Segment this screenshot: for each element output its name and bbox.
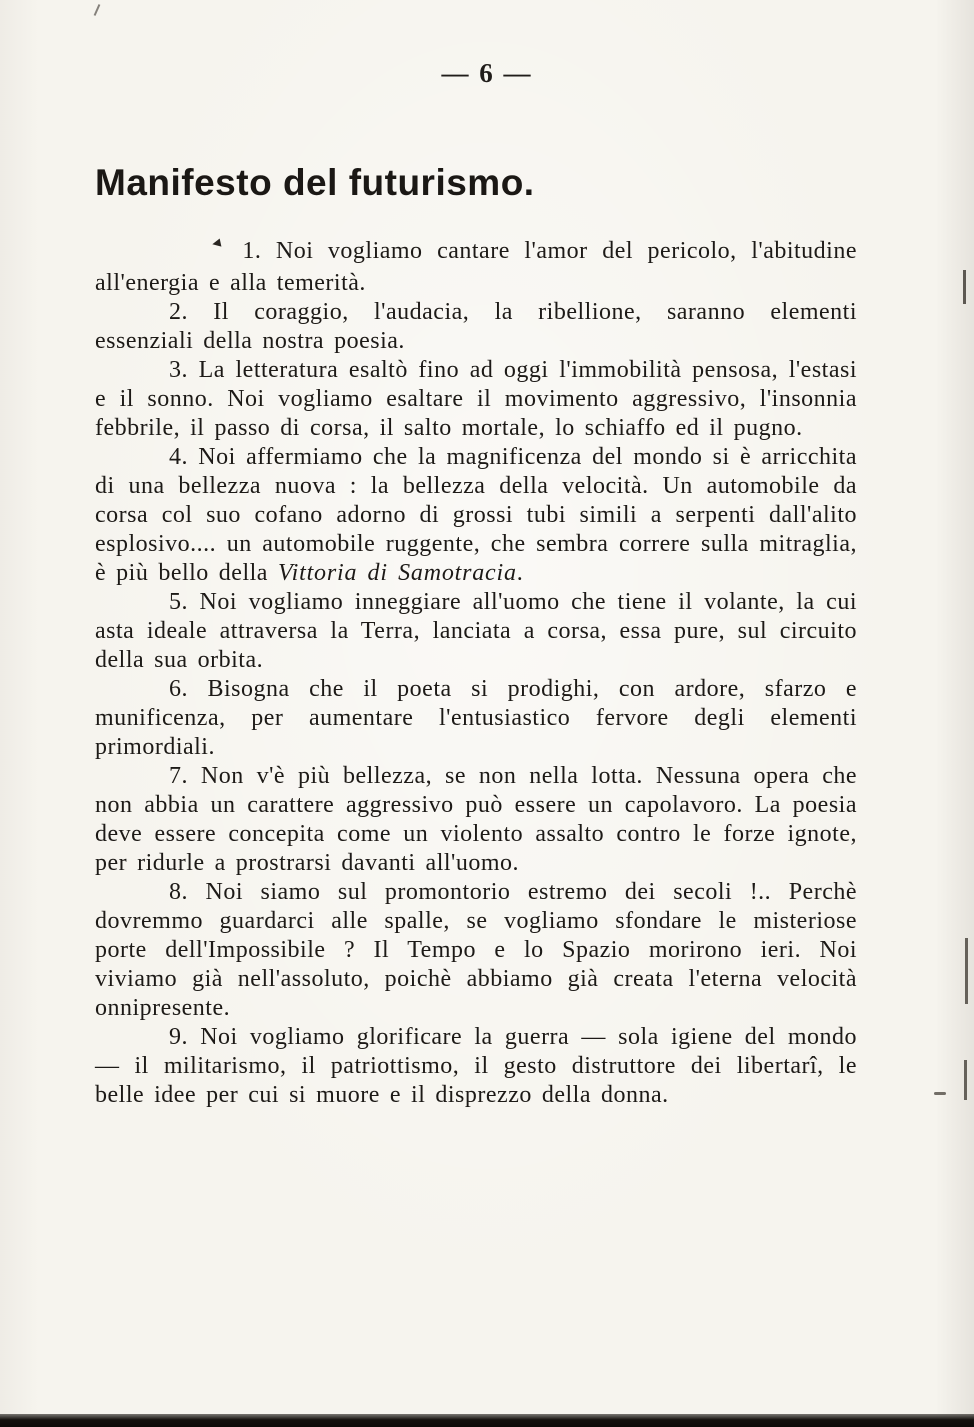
paragraph [95,1023,857,1110]
text-run: . [516,560,524,586]
page-number: — 6 — [441,58,533,88]
text-run: 8. Noi siamo sul promontorio estremo dei secoli !.. Perchè dovremmo guardarci alle spalle, se vogliamo sfondare le misteriose porte dell'Impossibile ? Il Tempo e lo Spazio morirono ieri. Noi viviamo già nell'assoluto, poichè abbiamo già creata l'eterna velocità onnipresente. [95,879,857,1021]
scan-artifact-icon [94,4,101,16]
text-run: 7. Non v'è più bellezza, se non nella lotta. Nessuna opera che non abbia un carattere aggressivo può essere un capolavoro. La poesia deve essere concepita come un violento assalto contro le forze ignote, per ridurle a prostrarsi davanti all'uomo. [95,763,857,876]
text-run: 4. Noi affermiamo che la magnificenza del mondo si è arricchita di una bellezza nuova : la bellezza della velocità. Un automobile da corsa col suo cofano adorno di grossi tubi simili a serpenti dall'alito esplosivo.... un automobile ruggente, che sembra correre sulla mitraglia, è più bello della [95,444,857,586]
paragraph [95,588,857,675]
text-run: 6. Bisogna che il poeta si prodighi, con ardore, sfarzo e munificenza, per aumentare l'entusiastico fervore degli elementi primordiali. [95,676,857,760]
text-run: 9. Noi vogliamo glorificare la guerra — sola igiene del mondo — il militarismo, il patriottismo, il gesto distruttore dei libertarî, le belle idee per cui si muore e il disprezzo della donna. [95,1024,857,1108]
paragraph [95,878,857,1023]
text-run: 5. Noi vogliamo inneggiare all'uomo che tiene il volante, la cui asta ideale attraversa la Terra, lanciata a corsa, essa pure, sul circuito della sua orbita. [95,589,857,673]
scan-artifact-icon [963,270,966,304]
manifesto-text [95,237,857,1110]
paragraph [95,762,857,878]
paragraph [95,443,857,588]
paragraph [95,356,857,443]
scan-edge-bottom [0,1414,974,1427]
paragraph [95,237,857,298]
text-run: 1. Noi vogliamo cantare l'amor del pericolo, l'abitudine all'energia e alla temerità. [95,238,857,296]
scan-artifact-icon [965,938,968,1004]
scan-artifact-icon [964,1060,967,1100]
paragraph [95,298,857,356]
text-run: 2. Il coraggio, l'audacia, la ribellione, saranno elementi essenziali della nostra poesia. [95,299,857,354]
text-run: 3. La letteratura esaltò fino ad oggi l'immobilità pensosa, l'estasi e il sonno. Noi vogliamo esaltare il movimento aggressivo, l'insonnia febbrile, il passo di corsa, il salto mortale, lo schiaffo ed il pugno. [95,357,857,441]
margin-mark-icon: ◄ [208,235,226,253]
italic-text-run: Vittoria di Samotracia [277,560,517,586]
scan-artifact-icon [934,1092,946,1095]
page-title: Manifesto del futurismo. [95,162,535,203]
paragraph [95,675,857,762]
